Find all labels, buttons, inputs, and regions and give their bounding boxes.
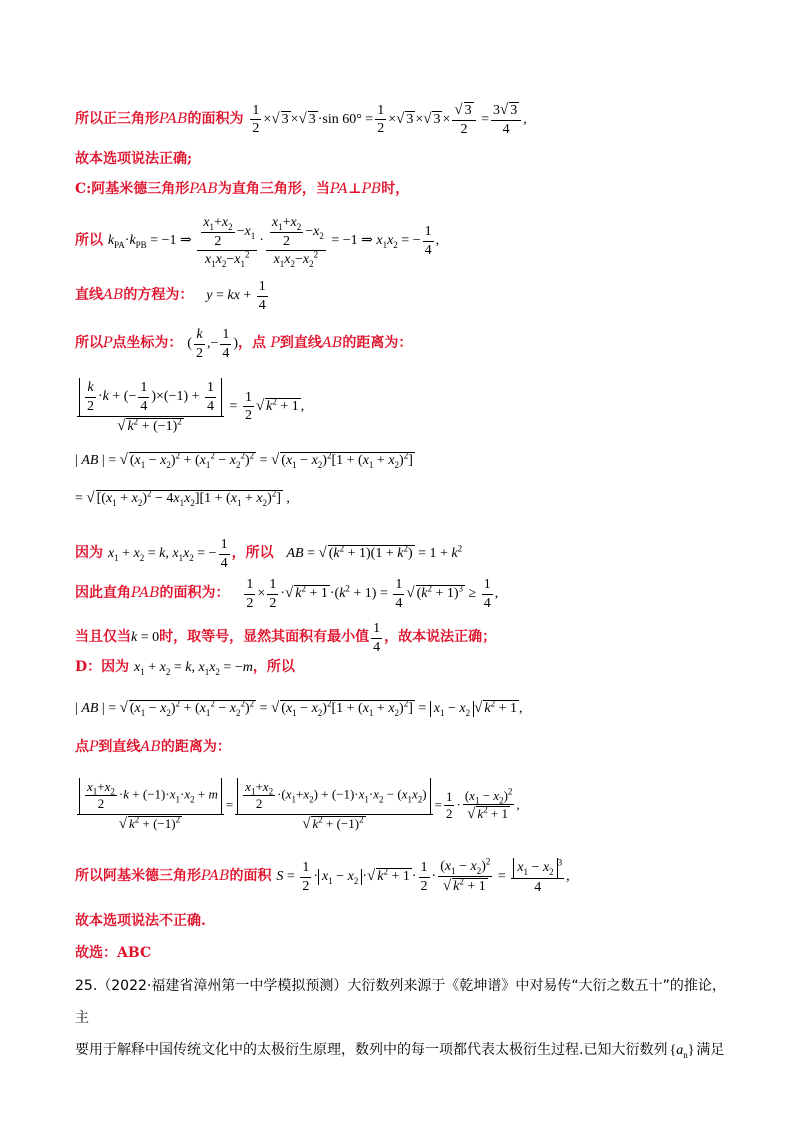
line-c-area: 因此直角PAB的面积为： $\frac{1}{2}$ × $\frac{1}{2}$ ·√ $k^2 + 1 \cdot(k^2 + 1)$ = $\frac{1}{4}$ √ $(k^2 + 1)^3$ ≥ $\frac{1}{4}$ , xyxy=(75,577,499,611)
formula-c-ab-length-1: | AB | = √ $(x_1 - x_2)^2 + (x_1^2 - x_2^2)^2$ = √ $(x_1 - x_2)^2[1 + (x_1 + x_2)^2]$ xyxy=(75,450,413,470)
problem-25 xyxy=(75,970,735,1067)
line-c-line-equation: 直线AB的方程为： y = kx + $\frac{1}{4}$ xyxy=(75,279,266,313)
line-d-heading: D：因为 $x_1 + x_2 = k$, $x_1x_2 = -m$，所以 xyxy=(75,659,295,677)
formula-c-distance: $\frac{k}{2}$ ·k + (− $\frac{1}{4}$ )×(−1) + $\frac{1}{4}$ √ $k^2 + (-1)^2$ = $\frac{1}{2}$ √ $k^2 + 1$ , xyxy=(75,378,304,436)
line-d-conclusion: 故本选项说法不正确. xyxy=(75,913,206,929)
line-answer: 故选：ABC xyxy=(75,945,152,961)
formula-d-distance: $\frac{x_1+x_2}{2}$ $\cdot k + (-1)\cdot x_1\cdot x_2 + m$ √ $k^2 + (-1)^2$ = $\frac{x_1+x_2}{2}$ $\cdot(x_1+x_2) + (-1)\cdot x_1\cdot x_2 - (x_1x_2)$ √ $k^2 + (-1)^2$ = $\frac{1}{2}$ · $\frac{(x_1 - x_2)^2}{√ k^2 + 1}$ , xyxy=(75,778,520,833)
line-c-because: 因为 $x_1 + x_2 = k$, $x_1x_2$ = − $\frac{1}{4}$ ，所以 AB = √ $(k^2 + 1)(1 + k^2) = 1 + k^2$ xyxy=(75,537,463,571)
problem-25-line-1: 25.（2022·福建省漳州第一中学模拟预测）大衍数列来源于《乾坤谱》中对易传“大衍之数五十”的推论，主 xyxy=(75,978,726,1026)
line-d-area: 所以阿基米德三角形PAB的面积 S = $\frac{1}{2}$ · $x_1 - x_2$ ·√ $k^2 + 1$ · $\frac{1}{2}$ · $\frac{(x_1 - x_2)^2}{√ k^2 + 1}$ = $\frac{x_1 - x_2^3}{4}$ , xyxy=(75,856,570,895)
line-c-p-coordinate: 所以P点坐标为： ( $\frac{k}{2}$ ,− $\frac{1}{4}$ )，点 P到直线AB的距离为： xyxy=(75,327,413,361)
problem-25-line-2: 要用于解释中国传统文化中的太极衍生原理，数列中的每一项都代表太极衍生过程.已知大衍数列 $\{a_n\}$ 满足 xyxy=(75,1042,725,1060)
formula-c-ab-length-2: = √ $[(x_1 + x_2)^2 - 4x_1x_2][1 + (x_1 + x_2)^2]$ , xyxy=(75,488,290,508)
line-d-distance: 点P到直线AB的距离为： xyxy=(75,739,231,755)
formula-d-ab-length: | AB | = √ $(x_1 - x_2)^2 + (x_1^2 - x_2^2)^2$ = √ $(x_1 - x_2)^2[1 + (x_1 + x_2)^2] = x_1 - x_2$ √ $k^2 + 1$ , xyxy=(75,698,523,718)
line-area-equilateral: 所以正三角形PAB的面积为 $\frac{1}{2}$ ×√ 3 ×√ 3 ·sin 60° = $\frac{1}{2}$ ×√ 3 ×√ 3 × $\frac{√ 3}{2}$ = $\frac{3√ 3}{4}$ , xyxy=(75,102,527,137)
line-c-equality: 当且仅当k = 0时，取等号，显然其面积有最小值 $\frac{1}{4}$ ，故本说法正确； xyxy=(75,621,497,655)
line-c-slopes: 所以 $k_{PA}\cdot k_{PB} = -1$ ⇒ $\frac{x_1+x_2}{2}$ $-x_1$ $x_1x_2-x_1^2$ · $\frac{x_1+x_2}{2}$ $-x_2$ $x_1x_2-x_2^2$ = −1 ⇒ $x_1x_2$ = − $\frac{1}{4}$ , xyxy=(75,215,440,269)
line-conclusion-b: 故本选项说法正确; xyxy=(75,151,193,167)
line-c-heading: C:阿基米德三角形PAB为直角三角形，当PA⊥PB时， xyxy=(75,181,410,197)
